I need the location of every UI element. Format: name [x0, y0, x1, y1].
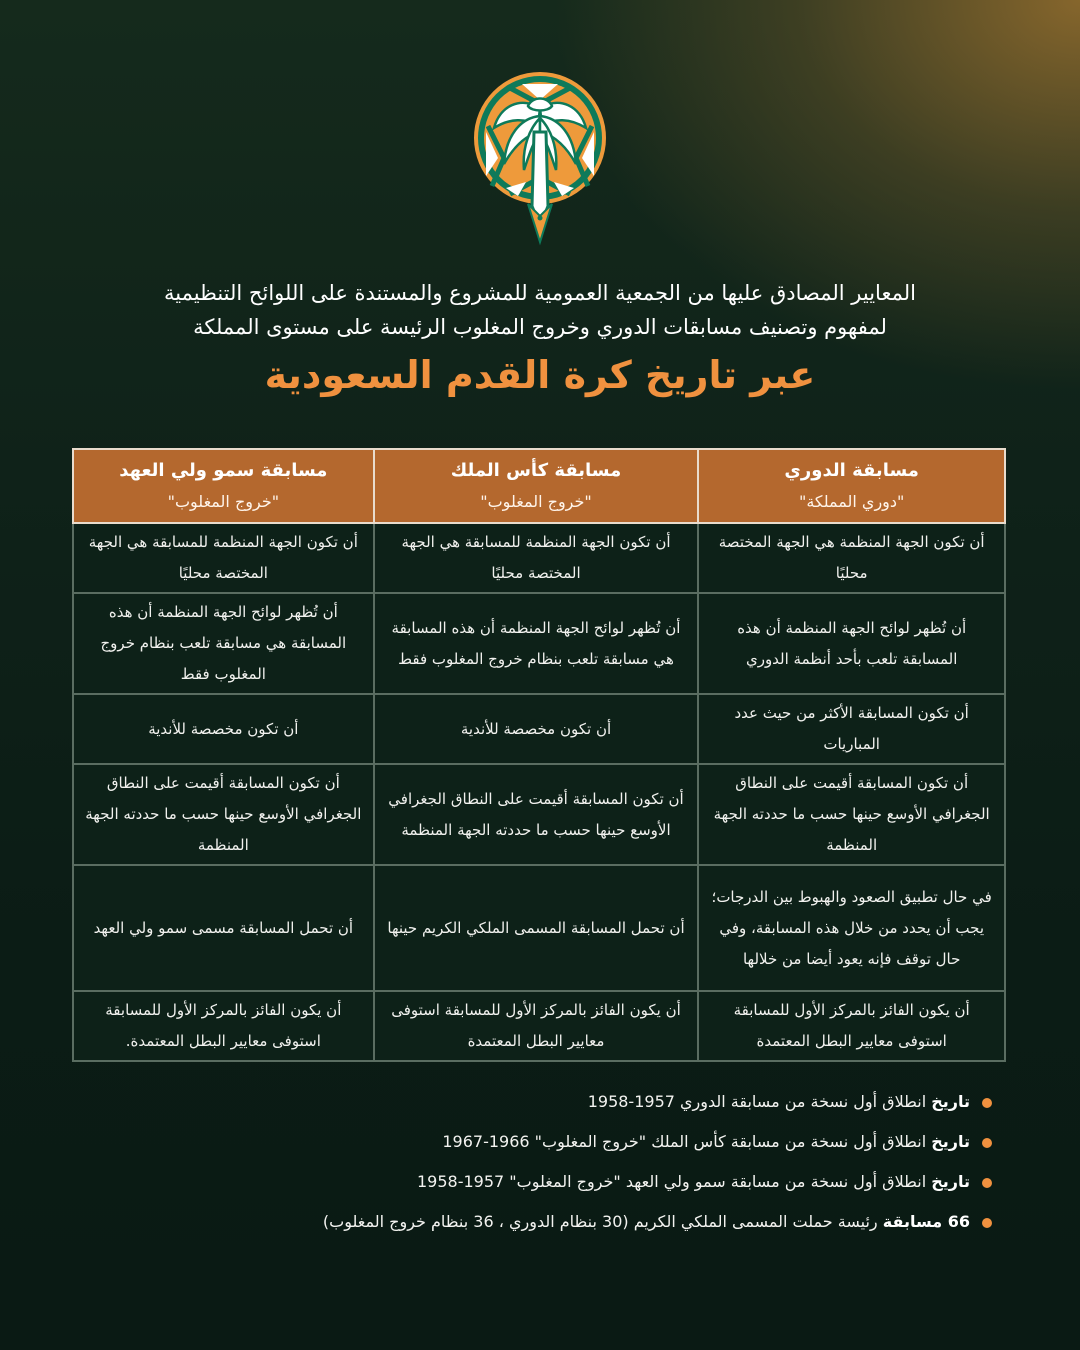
table-cell: أن تكون الجهة المنظمة هي الجهة المختصة محليًا	[698, 523, 1005, 593]
note-bold: تاريخ	[931, 1092, 970, 1111]
palm-tree-football-emblem-icon	[470, 66, 610, 246]
note-item	[232, 1090, 992, 1114]
table-row	[73, 764, 1005, 865]
column-title: مسابقة الدوري	[784, 460, 919, 481]
column-subtitle: "خروج المغلوب"	[167, 492, 280, 511]
bullet-dot-icon	[982, 1218, 992, 1228]
table-cell: أن تحمل المسابقة مسمى سمو ولي العهد	[73, 865, 374, 991]
table-cell: أن تكون مخصصة للأندية	[374, 694, 699, 764]
note-bold: تاريخ	[931, 1132, 970, 1151]
table-row	[73, 593, 1005, 694]
table-cell: أن يكون الفائز بالمركز الأول للمسابقة استوفى معايير البطل المعتمدة.	[73, 991, 374, 1061]
column-title: مسابقة كأس الملك	[450, 460, 622, 481]
column-header-league	[698, 449, 1005, 523]
table-cell: أن تكون المسابقة أقيمت على النطاق الجغرافي الأوسع حينها حسب ما حددته الجهة المنظمة	[73, 764, 374, 865]
table-header-row	[73, 449, 1005, 523]
table-cell: أن تكون المسابقة أقيمت على النطاق الجغرافي الأوسع حينها حسب ما حددته الجهة المنظمة	[698, 764, 1005, 865]
note-text: انطلاق أول نسخة من مسابقة كأس الملك "خروج المغلوب" 1966-1967	[442, 1132, 932, 1151]
intro-line-1: المعايير المصادق عليها من الجمعية العمومية للمشروع والمستندة على اللوائح التنظيمية	[164, 281, 916, 305]
column-title: مسابقة سمو ولي العهد	[119, 460, 328, 481]
table-cell: أن تُظهر لوائح الجهة المنظمة أن هذه المسابقة تلعب بأحد أنظمة الدوري	[698, 593, 1005, 694]
bullet-dot-icon	[982, 1138, 992, 1148]
note-item	[232, 1210, 992, 1234]
note-text: رئيسة حملت المسمى الملكي الكريم (30 بنظام الدوري ، 36 بنظام خروج المغلوب)	[322, 1212, 883, 1231]
note-item	[232, 1130, 992, 1154]
table-cell: أن تكون المسابقة أقيمت على النطاق الجغرافي الأوسع حينها حسب ما حددته الجهة المنظمة	[374, 764, 699, 865]
table-cell: أن تكون المسابقة الأكثر من حيث عدد المباريات	[698, 694, 1005, 764]
table-cell: أن تُظهر لوائح الجهة المنظمة أن هذه المسابقة هي مسابقة تلعب بنظام خروج المغلوب فقط	[374, 593, 699, 694]
headline: عبر تاريخ كرة القدم السعودية	[264, 353, 816, 397]
note-text: انطلاق أول نسخة من مسابقة الدوري 1957-1958	[587, 1092, 932, 1111]
table-row	[73, 991, 1005, 1061]
table-cell: أن تكون الجهة المنظمة للمسابقة هي الجهة المختصة محليًا	[374, 523, 699, 593]
intro-block	[0, 276, 1080, 400]
table-row	[73, 865, 1005, 991]
table-cell: أن تُظهر لوائح الجهة المنظمة أن هذه المسابقة هي مسابقة تلعب بنظام خروج المغلوب فقط	[73, 593, 374, 694]
bullet-dot-icon	[982, 1098, 992, 1108]
note-text: انطلاق أول نسخة من مسابقة سمو ولي العهد "خروج المغلوب" 1957-1958	[416, 1172, 932, 1191]
column-subtitle: "خروج المغلوب"	[480, 492, 592, 511]
column-subtitle: "دوري المملكة"	[798, 492, 905, 511]
note-bold: تاريخ	[931, 1172, 970, 1191]
note-bold: 66 مسابقة	[882, 1212, 970, 1231]
criteria-table	[72, 448, 1006, 1062]
notes-list	[232, 1090, 992, 1250]
note-item	[232, 1170, 992, 1194]
table-cell: أن يكون الفائز بالمركز الأول للمسابقة استوفى معايير البطل المعتمدة	[374, 991, 699, 1061]
table-cell: أن تكون الجهة المنظمة للمسابقة هي الجهة المختصة محليًا	[73, 523, 374, 593]
table-cell: أن تكون مخصصة للأندية	[73, 694, 374, 764]
intro-line-2: لمفهوم وتصنيف مسابقات الدوري وخروج المغلوب الرئيسة على مستوى المملكة	[193, 315, 887, 339]
column-header-kings-cup	[374, 449, 699, 523]
table-cell: أن تحمل المسابقة المسمى الملكي الكريم حينها	[374, 865, 699, 991]
table-row	[73, 523, 1005, 593]
bullet-dot-icon	[982, 1178, 992, 1188]
table-cell: في حال تطبيق الصعود والهبوط بين الدرجات؛ يجب أن يحدد من خلال هذه المسابقة، وفي حال توقف فإنه يعود أيضا من خلالها	[698, 865, 1005, 991]
column-header-crown-prince-cup	[73, 449, 374, 523]
table-row	[73, 694, 1005, 764]
table-cell: أن يكون الفائز بالمركز الأول للمسابقة استوفى معايير البطل المعتمدة	[698, 991, 1005, 1061]
nib-hole	[538, 216, 543, 221]
